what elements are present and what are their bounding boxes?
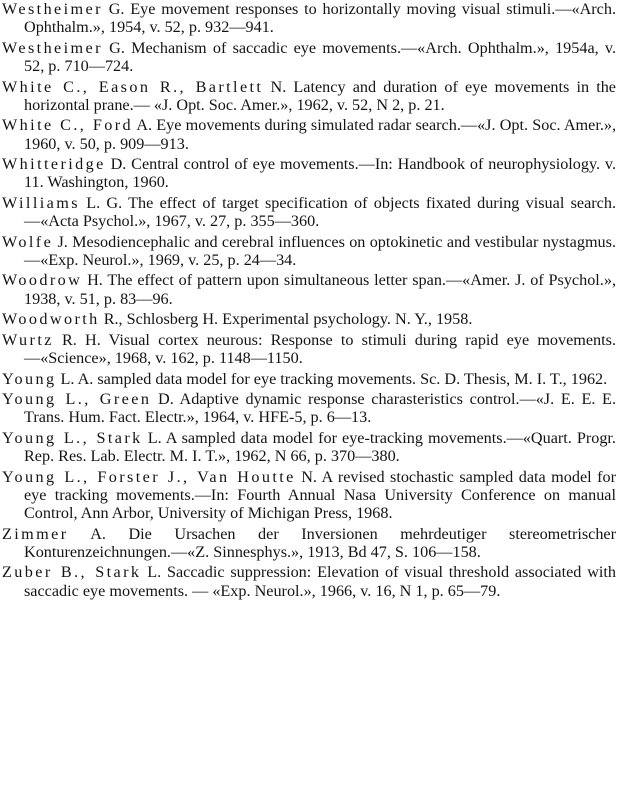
- reference-author: Young L., Forster J., Van Houtte: [2, 467, 296, 486]
- reference-details: D. Central control of eye movements.—In: Handbook of neurophysiology. v. 11. Washington, 1960.: [24, 155, 616, 192]
- reference-details: N. A revised stochastic sampled data model for eye tracking movements.—In: Fourth Annual Nasa University Conference on manual Control, Ann Arbor, University of Michigan Press, 1968.: [24, 467, 616, 523]
- reference-entry: [2, 310, 616, 328]
- reference-details: N. Latency and duration of eye movements in the horizontal prane.— «J. Opt. Soc. Amer.», 1962, v. 52, N 2, p. 21.: [24, 77, 616, 114]
- reference-entry: [2, 155, 616, 192]
- reference-author: Williams: [2, 193, 80, 212]
- reference-details: A. Eye movements during simulated radar search.—«J. Opt. Soc. Amer.», 1960, v. 50, p. 909—913.: [24, 116, 616, 153]
- reference-details: L. Saccadic suppression: Elevation of visual threshold associated with saccadic eye movements. — «Exp. Neurol.», 1966, v. 16, N 1, p. 65—79.: [24, 563, 616, 600]
- reference-author: White C., Eason R., Bartlett: [2, 77, 264, 96]
- reference-entry: [2, 271, 616, 308]
- reference-author: White C., Ford: [2, 116, 134, 135]
- reference-details: H. The effect of pattern upon simultaneous letter span.—«Amer. J. of Psychol.», 1938, v. 51, p. 83—96.: [24, 271, 616, 308]
- reference-author: Westheimer: [2, 38, 103, 57]
- reference-author: Young: [2, 369, 57, 388]
- reference-author: Zuber B., Stark: [2, 563, 142, 582]
- reference-details: L. G. The effect of target specification of objects fixated during visual search.—«Acta Psychol.», 1967, v. 27, p. 355—360.: [24, 193, 616, 231]
- reference-details: D. Adaptive dynamic response charasteristics control.—«J. E. E. E. Trans. Hum. Fact. Electr.», 1964, v. HFE-5, p. 6—13.: [24, 390, 616, 427]
- reference-author: Young L., Stark: [2, 428, 143, 447]
- reference-author: Young L., Green: [2, 390, 152, 408]
- reference-entry: [2, 468, 616, 523]
- reference-entry: [2, 525, 616, 562]
- reference-details: R. H. Visual cortex neurous: Response to stimuli during rapid eye movements.—«Science», 1968, v. 162, p. 1148—1150.: [24, 330, 616, 368]
- reference-details: R., Schlosberg H. Experimental psychology. N. Y., 1958.: [99, 310, 473, 329]
- reference-entry: [2, 0, 616, 37]
- reference-details: J. Mesodiencephalic and cerebral influences on optokinetic and vestibular nystagmus.—«Exp. Neurol.», 1969, v. 25, p. 24—34.: [24, 232, 616, 269]
- reference-entry: [2, 370, 616, 388]
- reference-entry: [2, 429, 616, 466]
- reference-details: G. Eye movement responses to horizontally moving visual stimuli.—«Arch. Ophthalm.», 1954, v. 52, p. 932—941.: [24, 0, 616, 37]
- reference-entry: [2, 116, 616, 153]
- reference-list: [2, 0, 616, 600]
- reference-entry: [2, 39, 616, 76]
- reference-entry: [2, 78, 616, 115]
- bibliography-page: [2, 0, 616, 786]
- reference-author: Woodworth: [2, 310, 100, 329]
- reference-entry: [2, 563, 616, 600]
- reference-details: G. Mechanism of saccadic eye movements.—«Arch. Ophthalm.», 1954a, v. 52, p. 710—724.: [24, 38, 616, 76]
- reference-author: Whitteridge: [2, 155, 106, 174]
- reference-author: Zimmer: [2, 524, 69, 543]
- reference-details: A. Die Ursachen der Inversionen mehrdeutiger stereometrischer Konturenzeichnungen.—«Z. Sinnesphys.», 1913, Bd 47, S. 106—158.: [24, 524, 616, 561]
- reference-author: Wurtz: [2, 330, 54, 349]
- reference-entry: [2, 390, 616, 427]
- reference-details: L. A sampled data model for eye-tracking movements.—«Quart. Progr. Rep. Res. Lab. Electr. M. I. T.», 1962, N 66, p. 370—380.: [24, 428, 616, 466]
- reference-entry: [2, 194, 616, 231]
- reference-entry: [2, 331, 616, 368]
- reference-details: L. A. sampled data model for eye tracking movements. Sc. D. Thesis, M. I. T., 1962.: [56, 369, 608, 388]
- reference-author: Woodrow: [2, 271, 83, 290]
- reference-entry: [2, 233, 616, 270]
- reference-author: Wolfe: [2, 232, 54, 251]
- reference-author: Westheimer: [2, 0, 103, 18]
